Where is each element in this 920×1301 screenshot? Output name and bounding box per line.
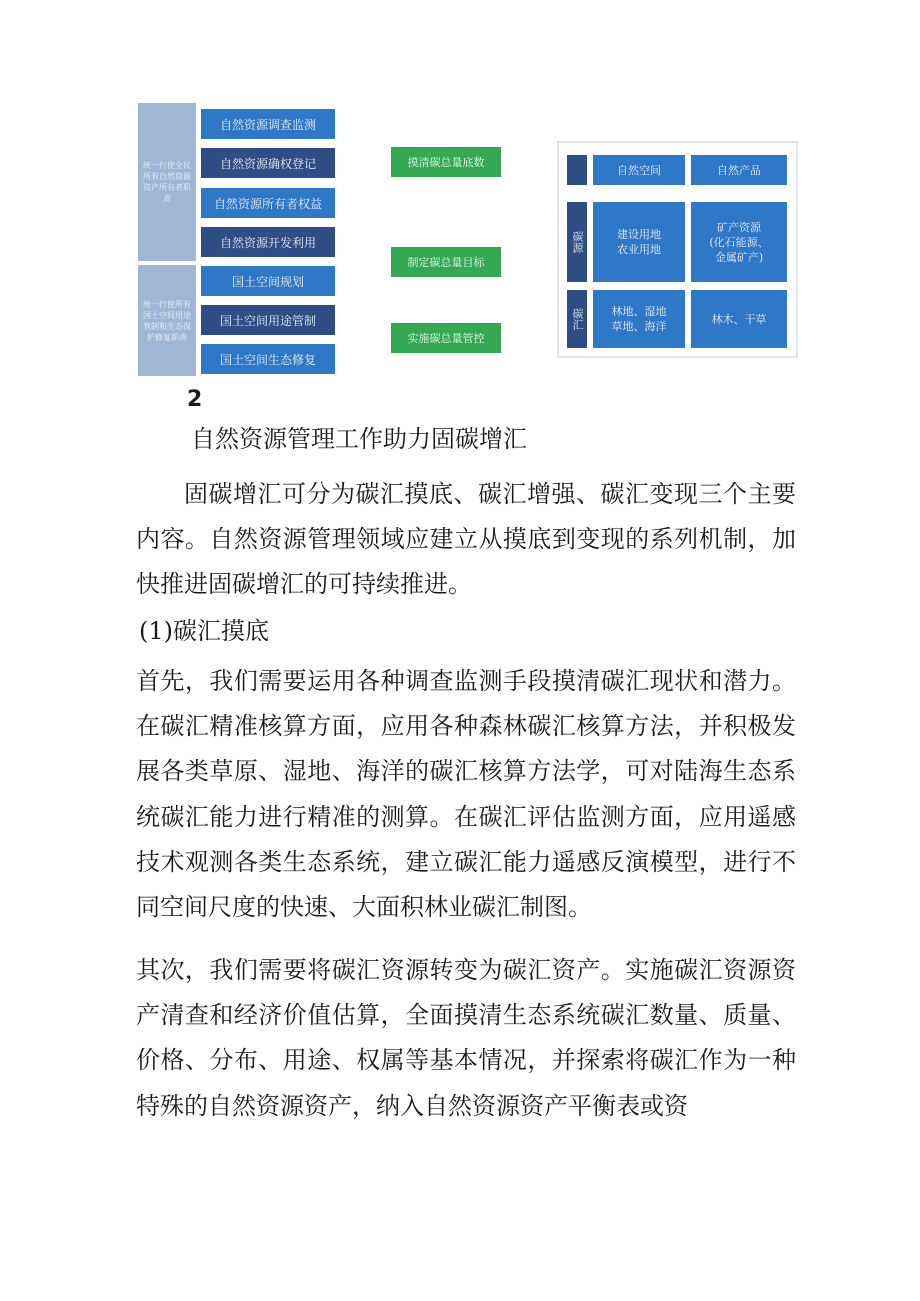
- table-header: 自然产品: [691, 155, 787, 185]
- paragraph-1: 首先，我们需要运用各种调查监测手段摸清碳汇现状和潜力。在碳汇精准核算方面，应用各种森林碳汇核算方法，并积极发展各类草原、湿地、海洋的碳汇核算方法学，可对陆海生态系统碳汇能力进行精准的测算。在碳汇评估监测方面，应用遥感技术观测各类生态系统，建立碳汇能力遥感反演模型，进行不同空间尺度的快速、大面积林业碳汇制图。: [136, 667, 796, 922]
- row-label-sink: 碳汇: [567, 290, 587, 348]
- right-table: [557, 141, 798, 358]
- diagram-box: 自然资源所有者权益: [201, 188, 335, 218]
- table-header: 自然空间: [593, 155, 685, 185]
- intro-paragraph: 固碳增汇可分为碳汇摸底、碳汇增强、碳汇变现三个主要内容。自然资源管理领域应建立从摸底到变现的系列机制，加快推进固碳增汇的可持续推进。: [136, 480, 796, 599]
- figure: [0, 0, 920, 412]
- diagram-box: 国土空间生态修复: [201, 344, 335, 374]
- table-cell: 林木、干草: [691, 290, 787, 348]
- paragraph-2: 其次，我们需要将碳汇资源转变为碳汇资产。实施碳汇资源资产清查和经济价值估算，全面摸清生态系统碳汇数量、质量、价格、分布、用途、权属等基本情况，并探索将碳汇作为一种特殊的自然资源资产，纳入自然资源资产平衡表或资: [136, 956, 796, 1120]
- diagram-box: 自然资源调查监测: [201, 109, 335, 139]
- figure-number: 2: [187, 387, 203, 412]
- diagram-box: 自然资源开发利用: [201, 227, 335, 257]
- table-cell: 建设用地 农业用地: [593, 202, 685, 282]
- table-corner: [567, 155, 587, 185]
- middle-box: 制定碳总量目标: [391, 247, 501, 277]
- table-cell: 林地、湿地 草地、海洋: [593, 290, 685, 348]
- middle-box: 实施碳总量管控: [391, 323, 501, 353]
- middle-box: 摸清碳总量底数: [391, 147, 501, 177]
- table-cell: 矿产资源 (化石能源、 金属矿产): [691, 202, 787, 282]
- left-diagram: [138, 103, 338, 376]
- row-label-source: 碳源: [567, 202, 587, 282]
- group2-label: 统一行使所有国土空间用途管制和生态保护修复职责: [138, 265, 196, 376]
- diagram-box: 自然资源确权登记: [201, 148, 335, 178]
- group1-label: 统一行使全民所有自然资源资产所有者职责: [138, 103, 196, 261]
- diagram-box: 国土空间用途管制: [201, 305, 335, 335]
- diagram-box: 国土空间规划: [201, 266, 335, 296]
- subheading: (1)碳汇摸底: [139, 617, 269, 645]
- section-title: 自然资源管理工作助力固碳增汇: [191, 425, 527, 453]
